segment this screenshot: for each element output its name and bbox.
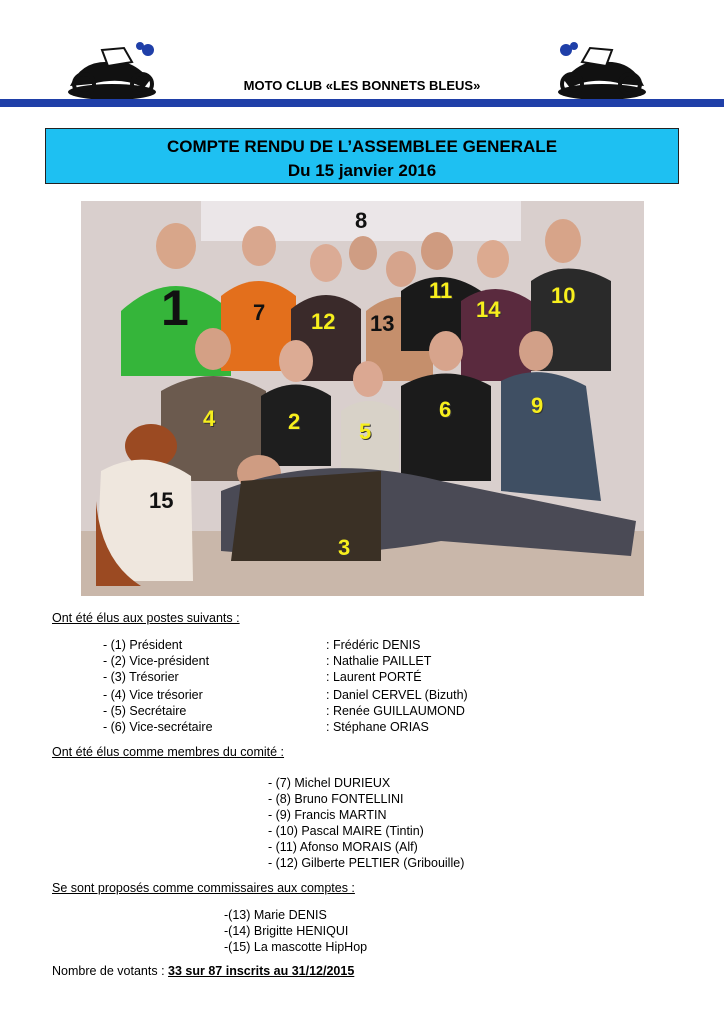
photo-number-15: 15: [149, 488, 174, 513]
photo-number-11: 11: [429, 278, 453, 303]
photo-number-3: 3: [338, 535, 351, 560]
photo-number-14: 14: [476, 297, 501, 322]
officer-name: : Laurent PORTÉ: [326, 670, 422, 684]
report-date: Du 15 janvier 2016: [287, 161, 437, 180]
commissioners-heading: Se sont proposés comme commissaires aux comptes :: [52, 881, 355, 895]
photo-number-9: 9: [531, 393, 544, 418]
voters-label: Nombre de votants :: [52, 964, 165, 978]
officer-role: - (1) Président: [103, 638, 183, 652]
photo-number-5: 5: [359, 419, 372, 444]
committee-heading: Ont été élus comme membres du comité :: [52, 745, 285, 759]
committee-member: - (9) Francis MARTIN: [268, 808, 387, 822]
photo-number-8: 8: [355, 208, 368, 233]
committee-member: - (7) Michel DURIEUX: [268, 776, 391, 790]
group-photo: [81, 201, 644, 596]
officer-role: - (3) Trésorier: [103, 670, 179, 684]
commissioner: -(13) Marie DENIS: [224, 908, 327, 922]
photo-number-2: 2: [288, 409, 301, 434]
header-rule: [0, 99, 724, 107]
officer-name: : Nathalie PAILLET: [326, 654, 432, 668]
officer-name: : Stéphane ORIAS: [326, 720, 429, 734]
photo-number-12: 12: [311, 309, 336, 334]
officer-role: - (4) Vice trésorier: [103, 688, 203, 702]
voters-line: [52, 964, 354, 978]
photo-number-7: 7: [253, 300, 266, 325]
photo-number-6: 6: [439, 397, 452, 422]
committee-member: - (12) Gilberte PELTIER (Gribouille): [268, 856, 465, 870]
committee-member: - (8) Bruno FONTELLINI: [268, 792, 404, 806]
photo-number-4: 4: [203, 406, 216, 431]
photo-number-13: 13: [370, 311, 395, 336]
photo-number-10: 10: [551, 283, 576, 308]
officer-name: : Daniel CERVEL (Bizuth): [326, 688, 468, 702]
committee-member: - (11) Afonso MORAIS (Alf): [268, 840, 418, 854]
committee-member: - (10) Pascal MAIRE (Tintin): [268, 824, 424, 838]
report-title: COMPTE RENDU DE L’ASSEMBLEE GENERALE: [166, 137, 558, 156]
officer-role: - (5) Secrétaire: [103, 704, 187, 718]
report-title-banner: [45, 128, 679, 184]
club-name: MOTO CLUB «LES BONNETS BLEUS»: [243, 78, 481, 93]
officer-role: - (2) Vice-président: [103, 654, 210, 668]
officer-name: : Renée GUILLAUMOND: [326, 704, 465, 718]
group-photo-illustration: [81, 201, 644, 596]
commissioner: -(15) La mascotte HipHop: [224, 940, 368, 954]
commissioner: -(14) Brigitte HENIQUI: [224, 924, 349, 938]
voters-count: 33 sur 87 inscrits au 31/12/2015: [168, 964, 355, 978]
officer-name: : Frédéric DENIS: [326, 638, 421, 652]
elected-heading: Ont été élus aux postes suivants :: [52, 611, 240, 625]
officer-role: - (6) Vice-secrétaire: [103, 720, 213, 734]
photo-number-1: 1: [161, 280, 189, 336]
